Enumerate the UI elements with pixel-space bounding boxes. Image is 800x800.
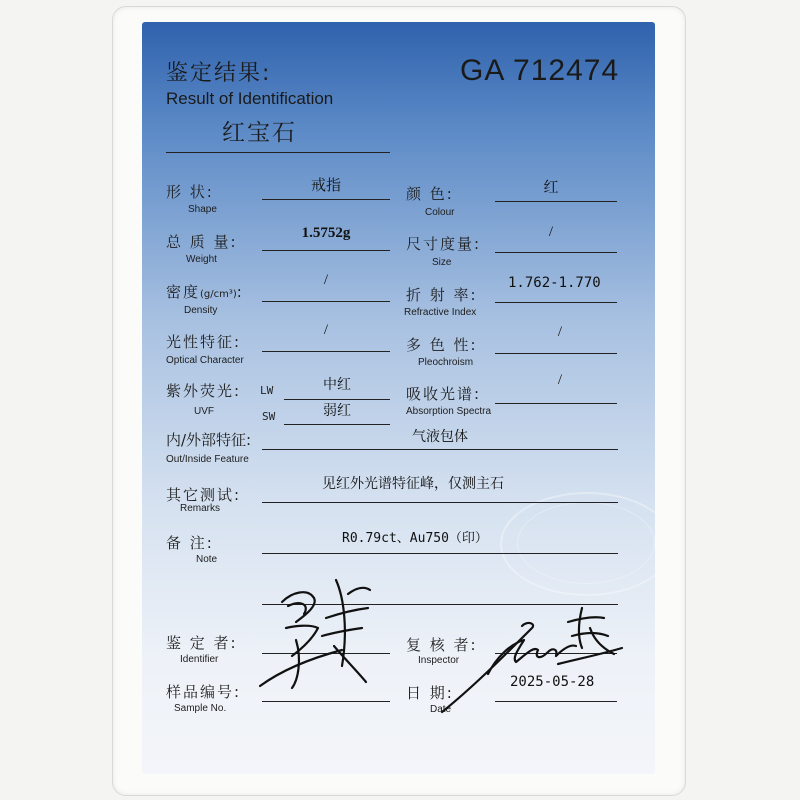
density-label-zh	[166, 281, 244, 302]
inside-feature-value: 气液包体	[412, 430, 468, 445]
colour-value: 红	[543, 180, 559, 196]
size-label-en: Size	[432, 257, 452, 268]
identification-result: 红宝石	[222, 120, 297, 146]
inspector-label-en: Inspector	[418, 655, 460, 666]
note-label-zh: 备 注:	[166, 534, 214, 552]
size-value: /	[548, 224, 554, 240]
uvf-sw-value: 弱红	[323, 404, 351, 419]
identifier-label-en: Identifier	[180, 654, 219, 665]
certificate-number: GA 712474	[460, 54, 620, 87]
optical-line	[262, 351, 390, 352]
density-unit: (g/cm³)	[200, 289, 237, 300]
uvf-sw-line	[284, 424, 390, 425]
shape-line	[262, 199, 390, 200]
result-title-en: Result of Identification	[166, 89, 334, 108]
note-line	[262, 553, 618, 554]
identifier-label-zh: 鉴 定 者:	[166, 634, 238, 652]
optical-label-zh: 光性特征:	[166, 333, 242, 351]
identifier-signature-icon	[252, 570, 392, 700]
optical-value: /	[323, 322, 329, 338]
sample-no-label-en: Sample No.	[174, 703, 227, 714]
density-line	[262, 301, 390, 302]
uvf-lw-value: 中红	[323, 378, 351, 393]
inside-feature-line	[262, 449, 618, 450]
absorption-label-zh: 吸收光谱:	[406, 385, 482, 403]
weight-label-zh: 总 质 量:	[166, 233, 238, 251]
inspector-signature-icon	[432, 588, 632, 718]
remarks-line	[262, 502, 618, 503]
pleochroism-value: /	[557, 324, 563, 340]
colour-label-en: Colour	[425, 207, 455, 218]
note-label-en: Note	[196, 554, 218, 565]
pleochroism-label-en: Pleochroism	[418, 357, 474, 368]
size-line	[495, 252, 617, 253]
uvf-lw-label: LW	[260, 384, 274, 397]
pleochroism-label-zh: 多 色 性:	[406, 336, 478, 354]
colour-label-zh: 颜 色:	[406, 185, 454, 203]
absorption-line	[495, 403, 617, 404]
shape-label-en: Shape	[188, 204, 217, 215]
date-value: 2025-05-28	[510, 674, 595, 690]
size-label-zh: 尺寸度量:	[406, 235, 482, 253]
absorption-value: /	[557, 372, 563, 388]
uvf-label-en: UVF	[194, 406, 214, 417]
remarks-label-zh: 其它测试:	[166, 486, 242, 504]
result-title-zh: 鉴定结果:	[166, 61, 272, 86]
sample-no-label-zh: 样品编号:	[166, 683, 242, 701]
result-underline	[166, 152, 390, 153]
density-colon: :	[236, 283, 244, 301]
uvf-sw-label: SW	[262, 410, 276, 423]
inspector-label-zh: 复 核 者:	[406, 636, 478, 654]
remarks-label-en: Remarks	[180, 503, 221, 514]
weight-line	[262, 250, 390, 251]
shape-value: 戒指	[310, 178, 341, 194]
density-value: /	[323, 272, 329, 288]
weight-label-en: Weight	[186, 254, 217, 265]
colour-line	[495, 201, 617, 202]
refractive-index-value: 1.762-1.770	[508, 275, 601, 291]
pleochroism-line	[495, 353, 617, 354]
shape-label-zh: 形 状:	[166, 183, 214, 201]
sample-no-line	[262, 701, 390, 702]
refractive-index-label-zh: 折 射 率:	[406, 286, 478, 304]
refractive-index-line	[495, 302, 617, 303]
uvf-label-zh: 紫外荧光:	[166, 382, 242, 400]
absorption-label-en: Absorption Spectra	[406, 406, 492, 417]
date-label-en: Date	[430, 704, 452, 715]
density-label-zh-text: 密度	[166, 283, 201, 301]
note-value: R0.79ct、Au750（印）	[342, 531, 488, 546]
optical-label-en: Optical Character	[166, 355, 244, 366]
density-label-en: Density	[184, 305, 218, 316]
remarks-value: 见红外光谱特征峰，仅测主石	[322, 477, 504, 492]
date-label-zh: 日 期:	[406, 684, 454, 702]
refractive-index-label-en: Refractive Index	[404, 307, 477, 318]
inside-feature-label-en: Out/Inside Feature	[166, 454, 249, 465]
weight-value: 1.5752g	[301, 225, 351, 241]
inside-feature-label-zh: 内/外部特征:	[166, 431, 252, 449]
certificate-card	[142, 22, 655, 774]
